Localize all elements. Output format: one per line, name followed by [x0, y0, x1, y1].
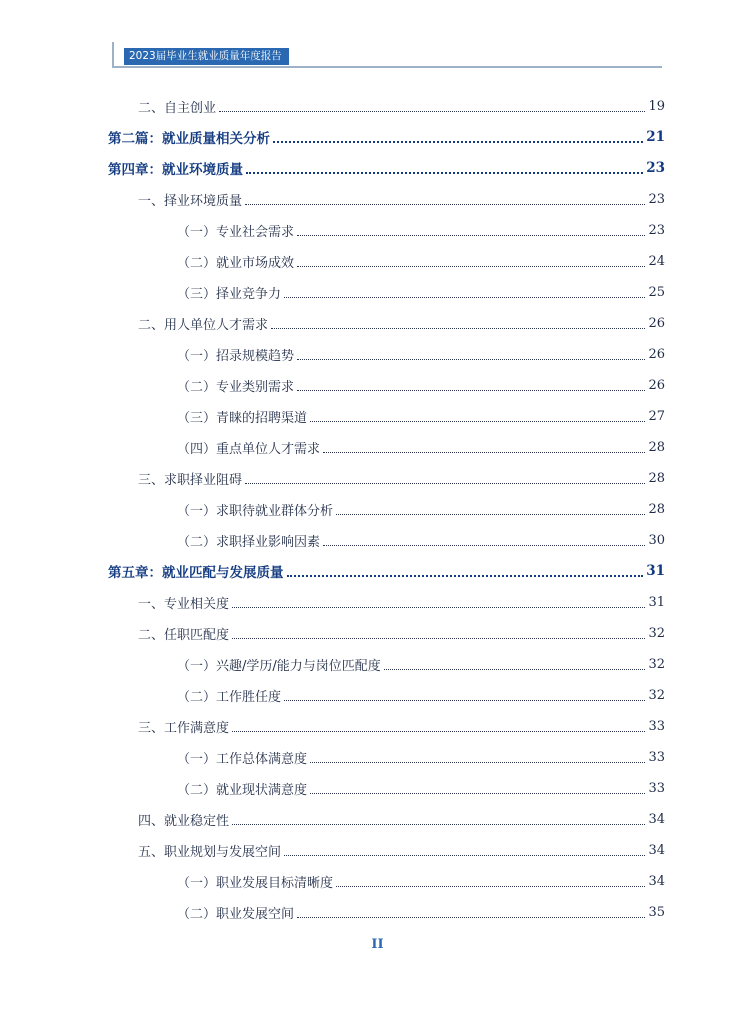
toc-entry-page: 26: [648, 315, 665, 331]
toc-entry-label: （一）兴趣/学历/能力与岗位匹配度: [177, 658, 381, 674]
toc-dot-leader: [336, 514, 645, 515]
toc-entry-page: 33: [648, 780, 665, 796]
toc-dot-leader: [284, 855, 645, 856]
toc-entry-label: （四）重点单位人才需求: [177, 441, 321, 457]
toc-entry[interactable]: [0, 157, 755, 179]
toc-entry[interactable]: [0, 901, 755, 923]
toc-entry-page: 30: [648, 532, 665, 548]
toc-entry-label: 二、自主创业: [138, 100, 217, 116]
toc-entry-label: （三）青睐的招聘渠道: [177, 410, 308, 426]
toc-entry[interactable]: [0, 622, 755, 644]
toc-entry-label: （二）职业发展空间: [177, 906, 295, 922]
toc-entry[interactable]: [0, 126, 755, 148]
toc-entry[interactable]: [0, 343, 755, 365]
toc-entry[interactable]: [0, 808, 755, 830]
toc-entry-page: 33: [648, 749, 665, 765]
toc-dot-leader: [219, 111, 645, 112]
toc-dot-leader: [273, 141, 643, 143]
toc-entry[interactable]: [0, 281, 755, 303]
toc-dot-leader: [310, 762, 645, 763]
toc-entry-page: 26: [648, 377, 665, 393]
toc-entry-label: （一）职业发展目标清晰度: [177, 875, 334, 891]
toc-dot-leader: [284, 700, 645, 701]
header-title: 2023届毕业生就业质量年度报告: [124, 48, 289, 65]
toc-entry-page: 28: [648, 439, 665, 455]
toc-entry-label: （二）就业现状满意度: [177, 782, 308, 798]
toc-entry-page: 32: [648, 625, 665, 641]
toc-dot-leader: [297, 917, 645, 918]
toc-entry[interactable]: [0, 188, 755, 210]
toc-entry-label: （一）工作总体满意度: [177, 751, 308, 767]
toc-entry-label: （二）工作胜任度: [177, 689, 282, 705]
toc-entry-label: 第五章：就业匹配与发展质量: [108, 565, 284, 581]
toc-dot-leader: [297, 266, 645, 267]
toc-dot-leader: [297, 390, 645, 391]
toc-dot-leader: [287, 575, 644, 577]
toc-entry-label: （二）专业类别需求: [177, 379, 295, 395]
toc-dot-leader: [245, 483, 645, 484]
header-horizontal-rule: [112, 66, 662, 68]
toc-entry[interactable]: [0, 777, 755, 799]
toc-entry-label: （一）专业社会需求: [177, 224, 295, 240]
toc-entry-page: 35: [648, 904, 665, 920]
toc-dot-leader: [297, 235, 645, 236]
page-number: II: [371, 937, 384, 952]
toc-entry-page: 32: [648, 656, 665, 672]
toc-entry-label: 四、就业稳定性: [138, 813, 230, 829]
toc-dot-leader: [245, 204, 645, 205]
toc-dot-leader: [232, 731, 645, 732]
toc-entry[interactable]: [0, 219, 755, 241]
toc-entry[interactable]: [0, 467, 755, 489]
toc-entry-page: 19: [648, 98, 665, 114]
toc-dot-leader: [271, 328, 645, 329]
toc-entry-page: 26: [648, 346, 665, 362]
toc-entry-label: （一）招录规模趋势: [177, 348, 295, 364]
toc-entry-page: 23: [646, 160, 665, 176]
toc-entry[interactable]: [0, 529, 755, 551]
toc-entry-page: 23: [648, 191, 665, 207]
toc-entry[interactable]: [0, 436, 755, 458]
header-vertical-rule: [112, 42, 114, 68]
toc-entry-page: 34: [648, 842, 665, 858]
toc-entry-page: 25: [648, 284, 665, 300]
toc-entry-label: 三、求职择业阻碍: [138, 472, 243, 488]
toc-dot-leader: [323, 452, 645, 453]
toc-entry-page: 28: [648, 501, 665, 517]
toc-entry-label: （二）就业市场成效: [177, 255, 295, 271]
toc-entry[interactable]: [0, 653, 755, 675]
toc-entry[interactable]: [0, 591, 755, 613]
toc-entry-page: 27: [648, 408, 665, 424]
toc-dot-leader: [232, 638, 645, 639]
toc-entry[interactable]: [0, 95, 755, 117]
toc-entry-label: 五、职业规划与发展空间: [138, 844, 282, 860]
toc-entry-label: 一、择业环境质量: [138, 193, 243, 209]
toc-entry-label: 二、任职匹配度: [138, 627, 230, 643]
toc-entry[interactable]: [0, 498, 755, 520]
toc-entry[interactable]: [0, 374, 755, 396]
toc-entry[interactable]: [0, 746, 755, 768]
toc-entry-label: （二）求职择业影响因素: [177, 534, 321, 550]
toc-entry[interactable]: [0, 250, 755, 272]
toc-entry-page: 34: [648, 811, 665, 827]
toc-dot-leader: [246, 172, 643, 174]
toc-entry-page: 34: [648, 873, 665, 889]
toc-entry-label: 二、用人单位人才需求: [138, 317, 269, 333]
toc-entry[interactable]: [0, 684, 755, 706]
toc-entry-page: 31: [646, 563, 665, 579]
toc-entry-page: 24: [648, 253, 665, 269]
toc-entry-label: 三、工作满意度: [138, 720, 230, 736]
toc-dot-leader: [310, 793, 645, 794]
toc-dot-leader: [336, 886, 645, 887]
toc-entry-label: 第二篇：就业质量相关分析: [108, 131, 270, 147]
toc-entry[interactable]: [0, 560, 755, 582]
toc-entry[interactable]: [0, 312, 755, 334]
toc-entry-page: 32: [648, 687, 665, 703]
toc-entry[interactable]: [0, 839, 755, 861]
toc-entry-page: 23: [648, 222, 665, 238]
toc-entry-label: （三）择业竞争力: [177, 286, 282, 302]
toc-entry-page: 21: [646, 129, 665, 145]
toc-entry-label: （一）求职待就业群体分析: [177, 503, 334, 519]
toc-entry[interactable]: [0, 715, 755, 737]
toc-dot-leader: [384, 669, 646, 670]
toc-dot-leader: [232, 824, 645, 825]
toc-dot-leader: [284, 297, 645, 298]
toc-dot-leader: [232, 607, 645, 608]
toc-dot-leader: [323, 545, 645, 546]
toc-entry-page: 28: [648, 470, 665, 486]
toc-entry[interactable]: [0, 870, 755, 892]
toc-entry-label: 一、专业相关度: [138, 596, 230, 612]
toc-entry-page: 31: [648, 594, 665, 610]
toc-entry[interactable]: [0, 405, 755, 427]
toc-entry-label: 第四章：就业环境质量: [108, 162, 243, 178]
toc-entry-page: 33: [648, 718, 665, 734]
toc-dot-leader: [310, 421, 645, 422]
toc-dot-leader: [297, 359, 645, 360]
